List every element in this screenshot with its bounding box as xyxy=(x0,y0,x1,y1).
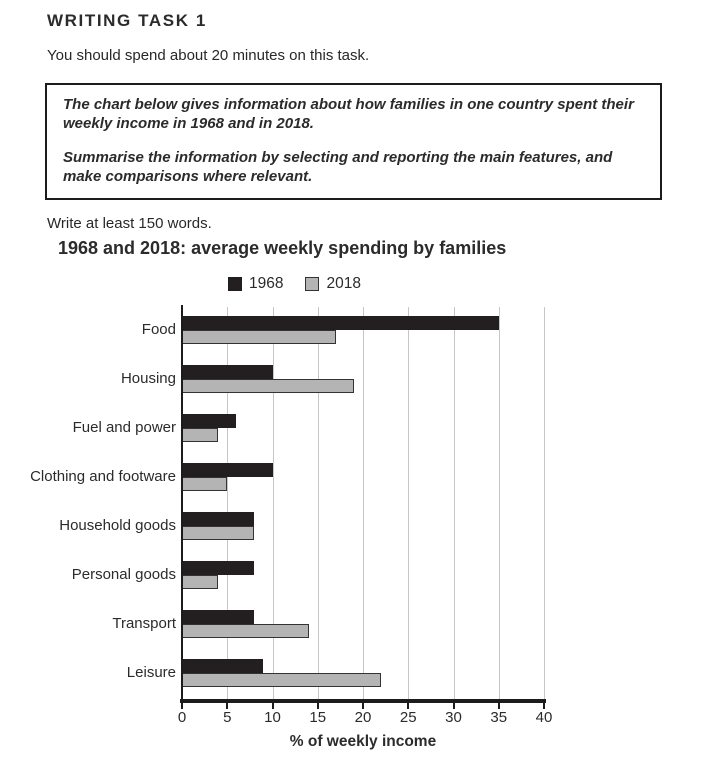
x-tick-label-5: 5 xyxy=(223,709,232,726)
legend-swatch-1968 xyxy=(228,277,242,291)
x-tick-label-35: 35 xyxy=(490,709,508,726)
bar-1968-transport xyxy=(182,610,254,624)
gridline-20 xyxy=(363,307,364,700)
bar-2018-fuel-and-power xyxy=(182,428,218,442)
chart-title: 1968 and 2018: average weekly spending by families xyxy=(58,238,507,258)
x-tick-label-10: 10 xyxy=(264,709,281,726)
prompt-paragraph-1: The chart below gives information about how families in one country spent their weekly income in 1968 and in 2018. xyxy=(63,96,634,132)
category-label-clothing-and-footware: Clothing and footware xyxy=(30,468,176,485)
bar-2018-leisure xyxy=(182,673,381,687)
x-tick-20 xyxy=(362,701,364,709)
plot-area xyxy=(182,307,544,700)
x-tick-label-20: 20 xyxy=(354,709,372,726)
category-label-transport: Transport xyxy=(112,615,176,632)
bar-1968-housing xyxy=(182,365,273,379)
bar-1968-household-goods xyxy=(182,512,254,526)
legend-label-2018: 2018 xyxy=(326,275,361,292)
x-axis-title: % of weekly income xyxy=(289,733,437,750)
x-tick-10 xyxy=(272,701,274,709)
time-instruction: You should spend about 20 minutes on this task. xyxy=(47,47,370,64)
bar-2018-housing xyxy=(182,379,354,393)
prompt-box xyxy=(45,83,662,200)
gridline-25 xyxy=(408,307,409,700)
gridline-30 xyxy=(454,307,455,700)
bar-2018-household-goods xyxy=(182,526,254,540)
chart-legend xyxy=(228,275,361,293)
legend-swatch-2018 xyxy=(305,277,319,291)
x-tick-30 xyxy=(453,701,455,709)
bar-1968-personal-goods xyxy=(182,561,254,575)
x-tick-15 xyxy=(317,701,319,709)
x-tick-label-40: 40 xyxy=(535,709,553,726)
gridline-35 xyxy=(499,307,500,700)
x-tick-25 xyxy=(407,701,409,709)
x-tick-label-15: 15 xyxy=(309,709,327,726)
x-tick-label-30: 30 xyxy=(445,709,462,726)
category-label-food: Food xyxy=(141,321,176,338)
category-label-fuel-and-power: Fuel and power xyxy=(72,419,176,436)
legend-label-1968: 1968 xyxy=(249,275,284,292)
bar-1968-food xyxy=(182,316,499,330)
bar-1968-leisure xyxy=(182,659,263,673)
x-tick-5 xyxy=(226,701,228,709)
task-heading: WRITING TASK 1 xyxy=(47,11,207,30)
y-axis-line xyxy=(181,305,183,700)
x-tick-label-25: 25 xyxy=(399,709,417,726)
bar-1968-fuel-and-power xyxy=(182,414,236,428)
x-tick-0 xyxy=(181,701,183,709)
gridline-40 xyxy=(544,307,545,700)
gridline-15 xyxy=(318,307,319,700)
x-tick-35 xyxy=(498,701,500,709)
x-tick-label-0: 0 xyxy=(177,709,187,726)
gridline-10 xyxy=(273,307,274,700)
bar-2018-clothing-and-footware xyxy=(182,477,227,491)
bar-2018-personal-goods xyxy=(182,575,218,589)
category-label-leisure: Leisure xyxy=(126,664,176,681)
x-tick-40 xyxy=(543,701,545,709)
prompt-paragraph-2: Summarise the information by selecting and reporting the main features, and make comparisons where relevant. xyxy=(63,149,613,185)
category-label-personal-goods: Personal goods xyxy=(71,566,176,583)
word-count-note: Write at least 150 words. xyxy=(47,215,212,232)
category-label-household-goods: Household goods xyxy=(59,517,176,534)
category-label-housing: Housing xyxy=(120,370,176,387)
bar-1968-clothing-and-footware xyxy=(182,463,273,477)
bar-2018-food xyxy=(182,330,336,344)
bar-2018-transport xyxy=(182,624,309,638)
